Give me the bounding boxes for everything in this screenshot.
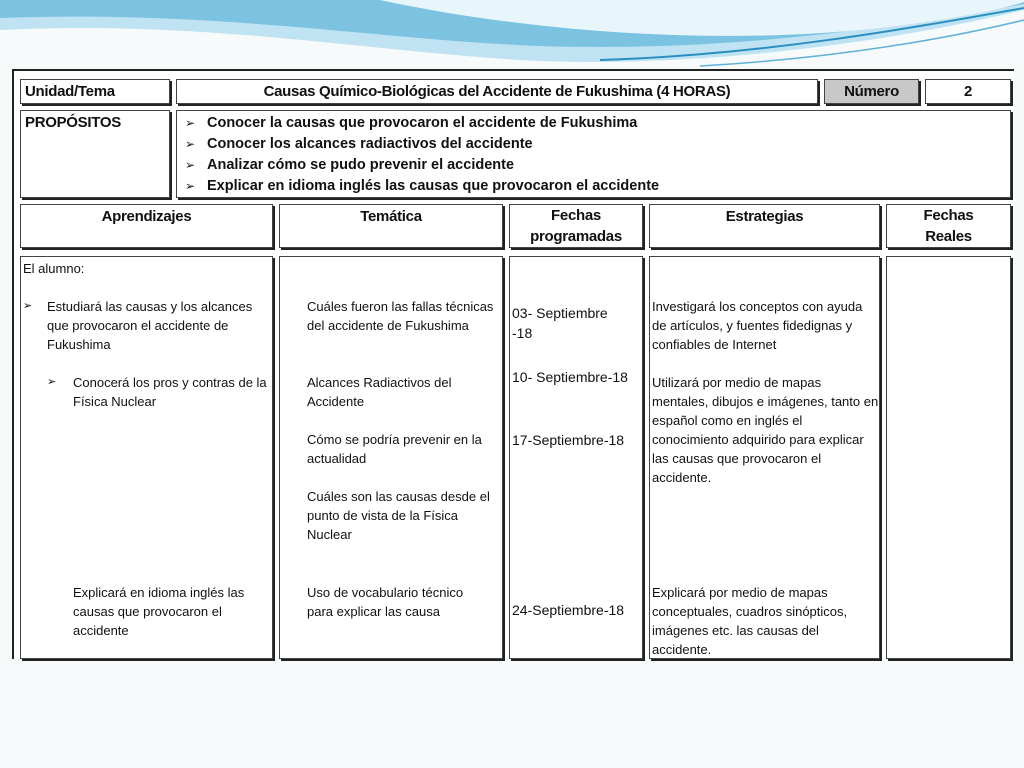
- arrow-bullet-icon: ➢: [23, 300, 33, 312]
- fecha-item: 17-Septiembre-18: [512, 432, 625, 448]
- arrow-bullet-icon: ➢: [185, 179, 196, 193]
- arrow-bullet-icon: ➢: [185, 158, 196, 172]
- unit-title: Causas Químico-Biológicas del Accidente de Fukushima (4 HORAS): [176, 79, 818, 104]
- numero-label: Número: [824, 79, 919, 104]
- aprendizaje-item: ➢ Estudiará las causas y los alcances que provocaron el accidente de Fukushima: [23, 299, 253, 352]
- proposito-item: ➢ Explicar en idioma inglés las causas que provocaron el accidente: [185, 176, 1010, 197]
- estrategias-cell: [649, 256, 880, 659]
- col-fechas-reales: Fechas Reales: [886, 204, 1011, 248]
- fechas-reales-cell: [886, 256, 1011, 659]
- tematica-cell: [279, 256, 503, 659]
- aprendizaje-item: Explicará en idioma inglés las causas que provocaron el accidente: [73, 585, 245, 638]
- propositos-label: PROPÓSITOS: [20, 110, 170, 198]
- estrategia-item: Utilizará por medio de mapas mentales, dibujos e imágenes, tanto en español como en inglés el conocimiento adquirido para explicar las causas que provocaron el accidente.: [652, 375, 879, 485]
- aprendizajes-intro: El alumno:: [23, 261, 85, 276]
- fecha-item: 03- Septiembre -18: [512, 305, 608, 341]
- fecha-item: 10- Septiembre-18: [512, 369, 628, 385]
- tematica-item: Cuáles son las causas desde el punto de vista de la Física Nuclear: [307, 489, 490, 542]
- fecha-item: 24-Septiembre-18: [512, 602, 625, 618]
- arrow-bullet-icon: ➢: [185, 116, 196, 130]
- proposito-item: ➢ Conocer la causas que provocaron el accidente de Fukushima: [185, 113, 1010, 134]
- fechas-cell: [509, 256, 643, 659]
- col-estrategias: Estrategias: [649, 204, 880, 248]
- tematica-item: Cuáles fueron las fallas técnicas del accidente de Fukushima: [307, 299, 494, 333]
- aprendizaje-item: ➢ Conocerá los pros y contras de la Física Nuclear: [47, 375, 267, 409]
- proposito-item: ➢ Conocer los alcances radiactivos del accidente: [185, 134, 1010, 155]
- propositos-list: [176, 110, 1011, 198]
- col-aprendizajes: Aprendizajes: [20, 204, 273, 248]
- tematica-item: Cómo se podría prevenir en la actualidad: [307, 432, 482, 466]
- arrow-bullet-icon: ➢: [47, 376, 57, 388]
- decorative-wave: [0, 0, 1024, 80]
- tematica-item: Uso de vocabulario técnico para explicar las causa: [307, 585, 464, 619]
- tematica-item: Alcances Radiactivos del Accidente: [307, 375, 452, 409]
- estrategia-item: Explicará por medio de mapas conceptuales, cuadros sinópticos, imágenes etc. las causas del accidente.: [652, 585, 848, 657]
- arrow-bullet-icon: ➢: [185, 137, 196, 151]
- col-tematica: Temática: [279, 204, 503, 248]
- proposito-item: ➢ Analizar cómo se pudo prevenir el accidente: [185, 155, 1010, 176]
- plan-sheet: [12, 69, 1014, 659]
- unidad-tema-label: Unidad/Tema: [20, 79, 170, 104]
- col-fechas-programadas: Fechas programadas: [509, 204, 643, 248]
- aprendizajes-cell: [20, 256, 273, 659]
- numero-value: 2: [925, 79, 1011, 104]
- estrategia-item: Investigará los conceptos con ayuda de artículos, y fuentes fidedignas y confiables de Internet: [652, 299, 863, 352]
